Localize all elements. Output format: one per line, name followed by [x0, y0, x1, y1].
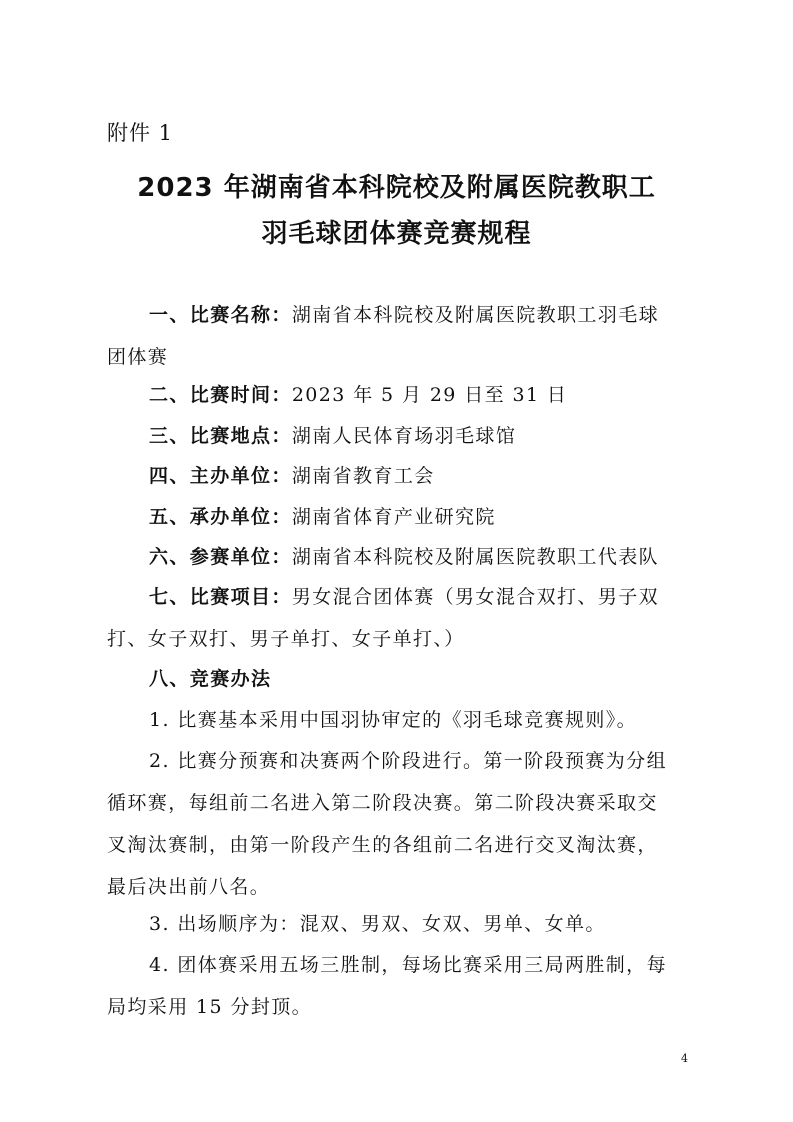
section-competition-name — [107, 294, 689, 378]
section-heading: 八、竞赛办法 — [149, 668, 272, 690]
method-order — [107, 903, 689, 945]
section-text: 湖南省体育产业研究院 — [291, 506, 496, 528]
section-heading: 三、比赛地点： — [149, 425, 292, 447]
section-heading: 二、比赛时间： — [149, 384, 292, 406]
section-text: 湖南省教育工会 — [291, 465, 435, 487]
section-text: 湖南省本科院校及附属医院教职工代表队 — [291, 546, 660, 568]
section-events — [107, 576, 689, 660]
document-title-line-2: 羽毛球团体赛竞赛规程 — [261, 219, 532, 249]
document-title-line-1: 2023 年湖南省本科院校及附属医院教职工 — [137, 173, 656, 203]
section-text-continued: 打、女子双打、男子单打、女子单打、） — [107, 628, 465, 650]
section-text: 湖南人民体育场羽毛球馆 — [291, 425, 517, 447]
section-competition-venue — [107, 415, 689, 457]
method-rules — [107, 699, 689, 741]
section-participants — [107, 536, 689, 578]
attachment-label: 附件 1 — [107, 121, 174, 145]
section-host-organizer — [107, 455, 689, 497]
page-number: 4 — [681, 1052, 688, 1065]
method-text: 4. 团体赛采用五场三胜制，每场比赛采用三局两胜制，每 — [149, 954, 667, 976]
section-text: 男女混合团体赛（男女混合双打、男子双 — [291, 586, 660, 608]
section-text-continued: 团体赛 — [107, 346, 169, 368]
section-text: 2023 年 5 月 29 日至 31 日 — [291, 384, 568, 406]
section-heading: 七、比赛项目： — [149, 586, 292, 608]
method-scoring — [107, 944, 689, 1028]
method-text-continued: 叉淘汰赛制，由第一阶段产生的各组前二名进行交叉淘汰赛， — [107, 834, 658, 856]
method-text-continued: 最后决出前八名。 — [107, 876, 271, 898]
method-text-continued: 循环赛，每组前二名进入第二阶段决赛。第二阶段决赛采取交 — [107, 792, 658, 814]
section-competition-time — [107, 374, 689, 416]
section-heading: 一、比赛名称： — [149, 304, 292, 326]
method-stages — [107, 740, 689, 908]
method-text: 3. 出场顺序为：混双、男双、女双、男单、女单。 — [149, 913, 606, 935]
section-executive-organizer — [107, 496, 689, 538]
method-text: 1. 比赛基本采用中国羽协审定的《羽毛球竞赛规则》。 — [149, 709, 638, 731]
section-text: 湖南省本科院校及附属医院教职工羽毛球 — [291, 304, 660, 326]
section-competition-methods — [107, 658, 689, 700]
section-heading: 六、参赛单位： — [149, 546, 292, 568]
method-text: 2. 比赛分预赛和决赛两个阶段进行。第一阶段预赛为分组 — [149, 750, 667, 772]
method-text-continued: 局均采用 15 分封顶。 — [107, 996, 313, 1018]
section-heading: 四、主办单位： — [149, 465, 292, 487]
section-heading: 五、承办单位： — [149, 506, 292, 528]
